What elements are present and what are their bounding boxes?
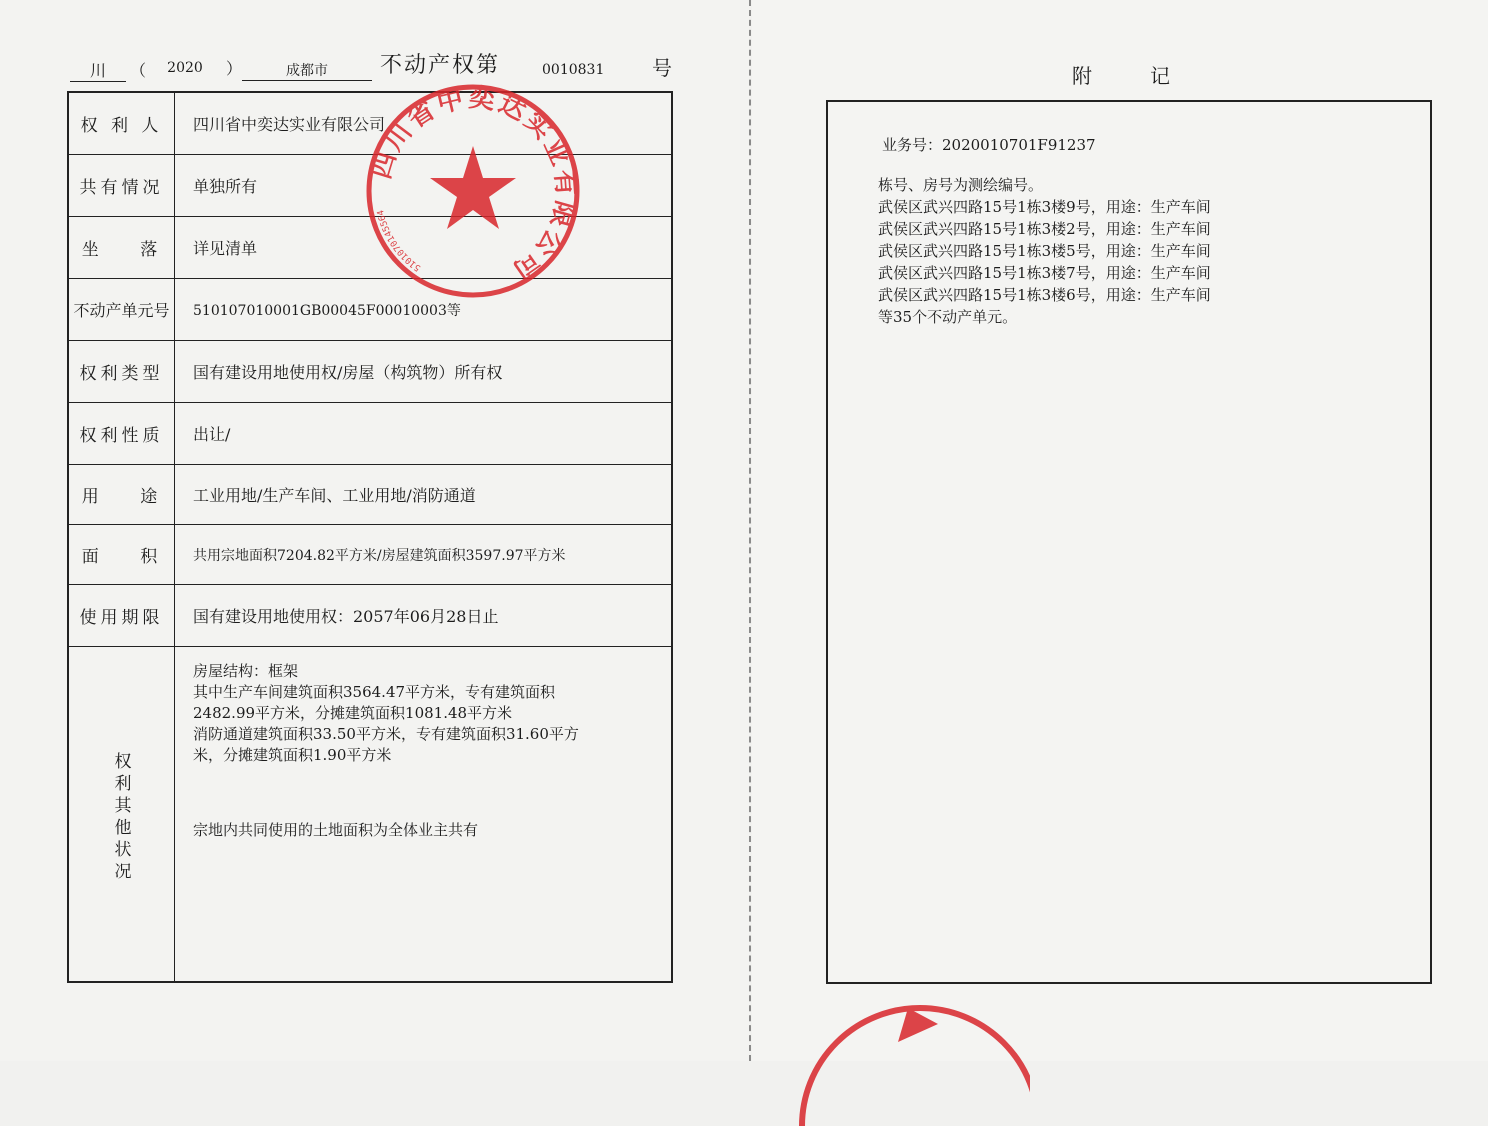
header-city: 成都市 — [242, 60, 372, 81]
appendix-title: 附记 — [1072, 64, 1228, 88]
header-paren-close: ） — [226, 59, 243, 78]
header-title: 不动产权第 — [380, 53, 501, 78]
row-value: 国有建设用地使用权/房屋（构筑物）所有权 — [193, 363, 503, 382]
row-value: 详见清单 — [193, 239, 258, 258]
row-label: 权利类型 — [69, 341, 175, 402]
row-label: 坐 落 — [69, 217, 175, 278]
business-number: 业务号：2020010701F91237 — [882, 136, 1096, 154]
row-value: 单独所有 — [193, 177, 258, 196]
row-label: 使用期限 — [69, 585, 175, 646]
appendix-notes: 栋号、房号为测绘编号。 武侯区武兴四路15号1栋3楼9号，用途：生产车间 武侯区武兴四路15号1栋3楼2号，用途：生产车间 武侯区武兴四路15号1栋3楼5号，用途：生产车间 武侯区武兴四路15号1栋3楼7号，用途：生产车间 武侯区武兴四路15号1栋3楼6号，用途：生产车间 等35个不动产单元。 — [878, 176, 1211, 326]
row-value: 工业用地/生产车间、工业用地/消防通道 — [193, 486, 476, 505]
row-label: 权 利 人 — [69, 93, 175, 154]
header-province: 川 — [70, 58, 126, 82]
row-value: 510107010001GB00045F00010003等 — [193, 302, 461, 319]
row-label: 权利性质 — [69, 403, 175, 464]
row-label: 用 途 — [69, 465, 175, 524]
table-row — [69, 525, 671, 585]
row-label: 不动产单元号 — [69, 279, 175, 340]
other-status-row — [69, 647, 671, 981]
row-value: 四川省中奕达实业有限公司 — [193, 115, 386, 134]
header-paren-open: （ — [130, 61, 147, 80]
partial-seal-icon — [790, 996, 1030, 1126]
table-row — [69, 465, 671, 525]
header-number: 0010831 — [542, 62, 605, 78]
row-label: 面 积 — [69, 525, 175, 584]
header-year: 2020 — [167, 60, 203, 76]
company-seal-icon — [362, 80, 584, 302]
row-value: 出让/ — [193, 425, 231, 444]
header-suffix: 号 — [652, 56, 672, 80]
other-status-label: 权 利 其 他 状 况 — [69, 647, 175, 981]
row-value: 国有建设用地使用权：2057年06月28日止 — [193, 607, 499, 626]
table-row — [69, 403, 671, 465]
table-row — [69, 585, 671, 647]
appendix-box — [826, 100, 1432, 984]
svg-text:5101070145564: 5101070145564 — [376, 208, 423, 273]
page-fold — [749, 0, 751, 1061]
row-label: 共有情况 — [69, 155, 175, 216]
svg-text:四川省中奕达实业有限公司: 四川省中奕达实业有限公司 — [366, 83, 581, 288]
other-status-text: 房屋结构：框架 其中生产车间建筑面积3564.47平方米，专有建筑面积 2482.99平方米，分摊建筑面积1081.48平方米 消防通道建筑面积33.50平方米，专有建筑面积31.60平方 米，分摊建筑面积1.90平方米 宗地内共同使用的土地面积为全体业主共有 — [193, 661, 663, 841]
row-value: 共用宗地面积7204.82平方米/房屋建筑面积3597.97平方米 — [193, 547, 566, 564]
shared-land-note: 宗地内共同使用的土地面积为全体业主共有 — [193, 821, 479, 839]
table-row — [69, 341, 671, 403]
